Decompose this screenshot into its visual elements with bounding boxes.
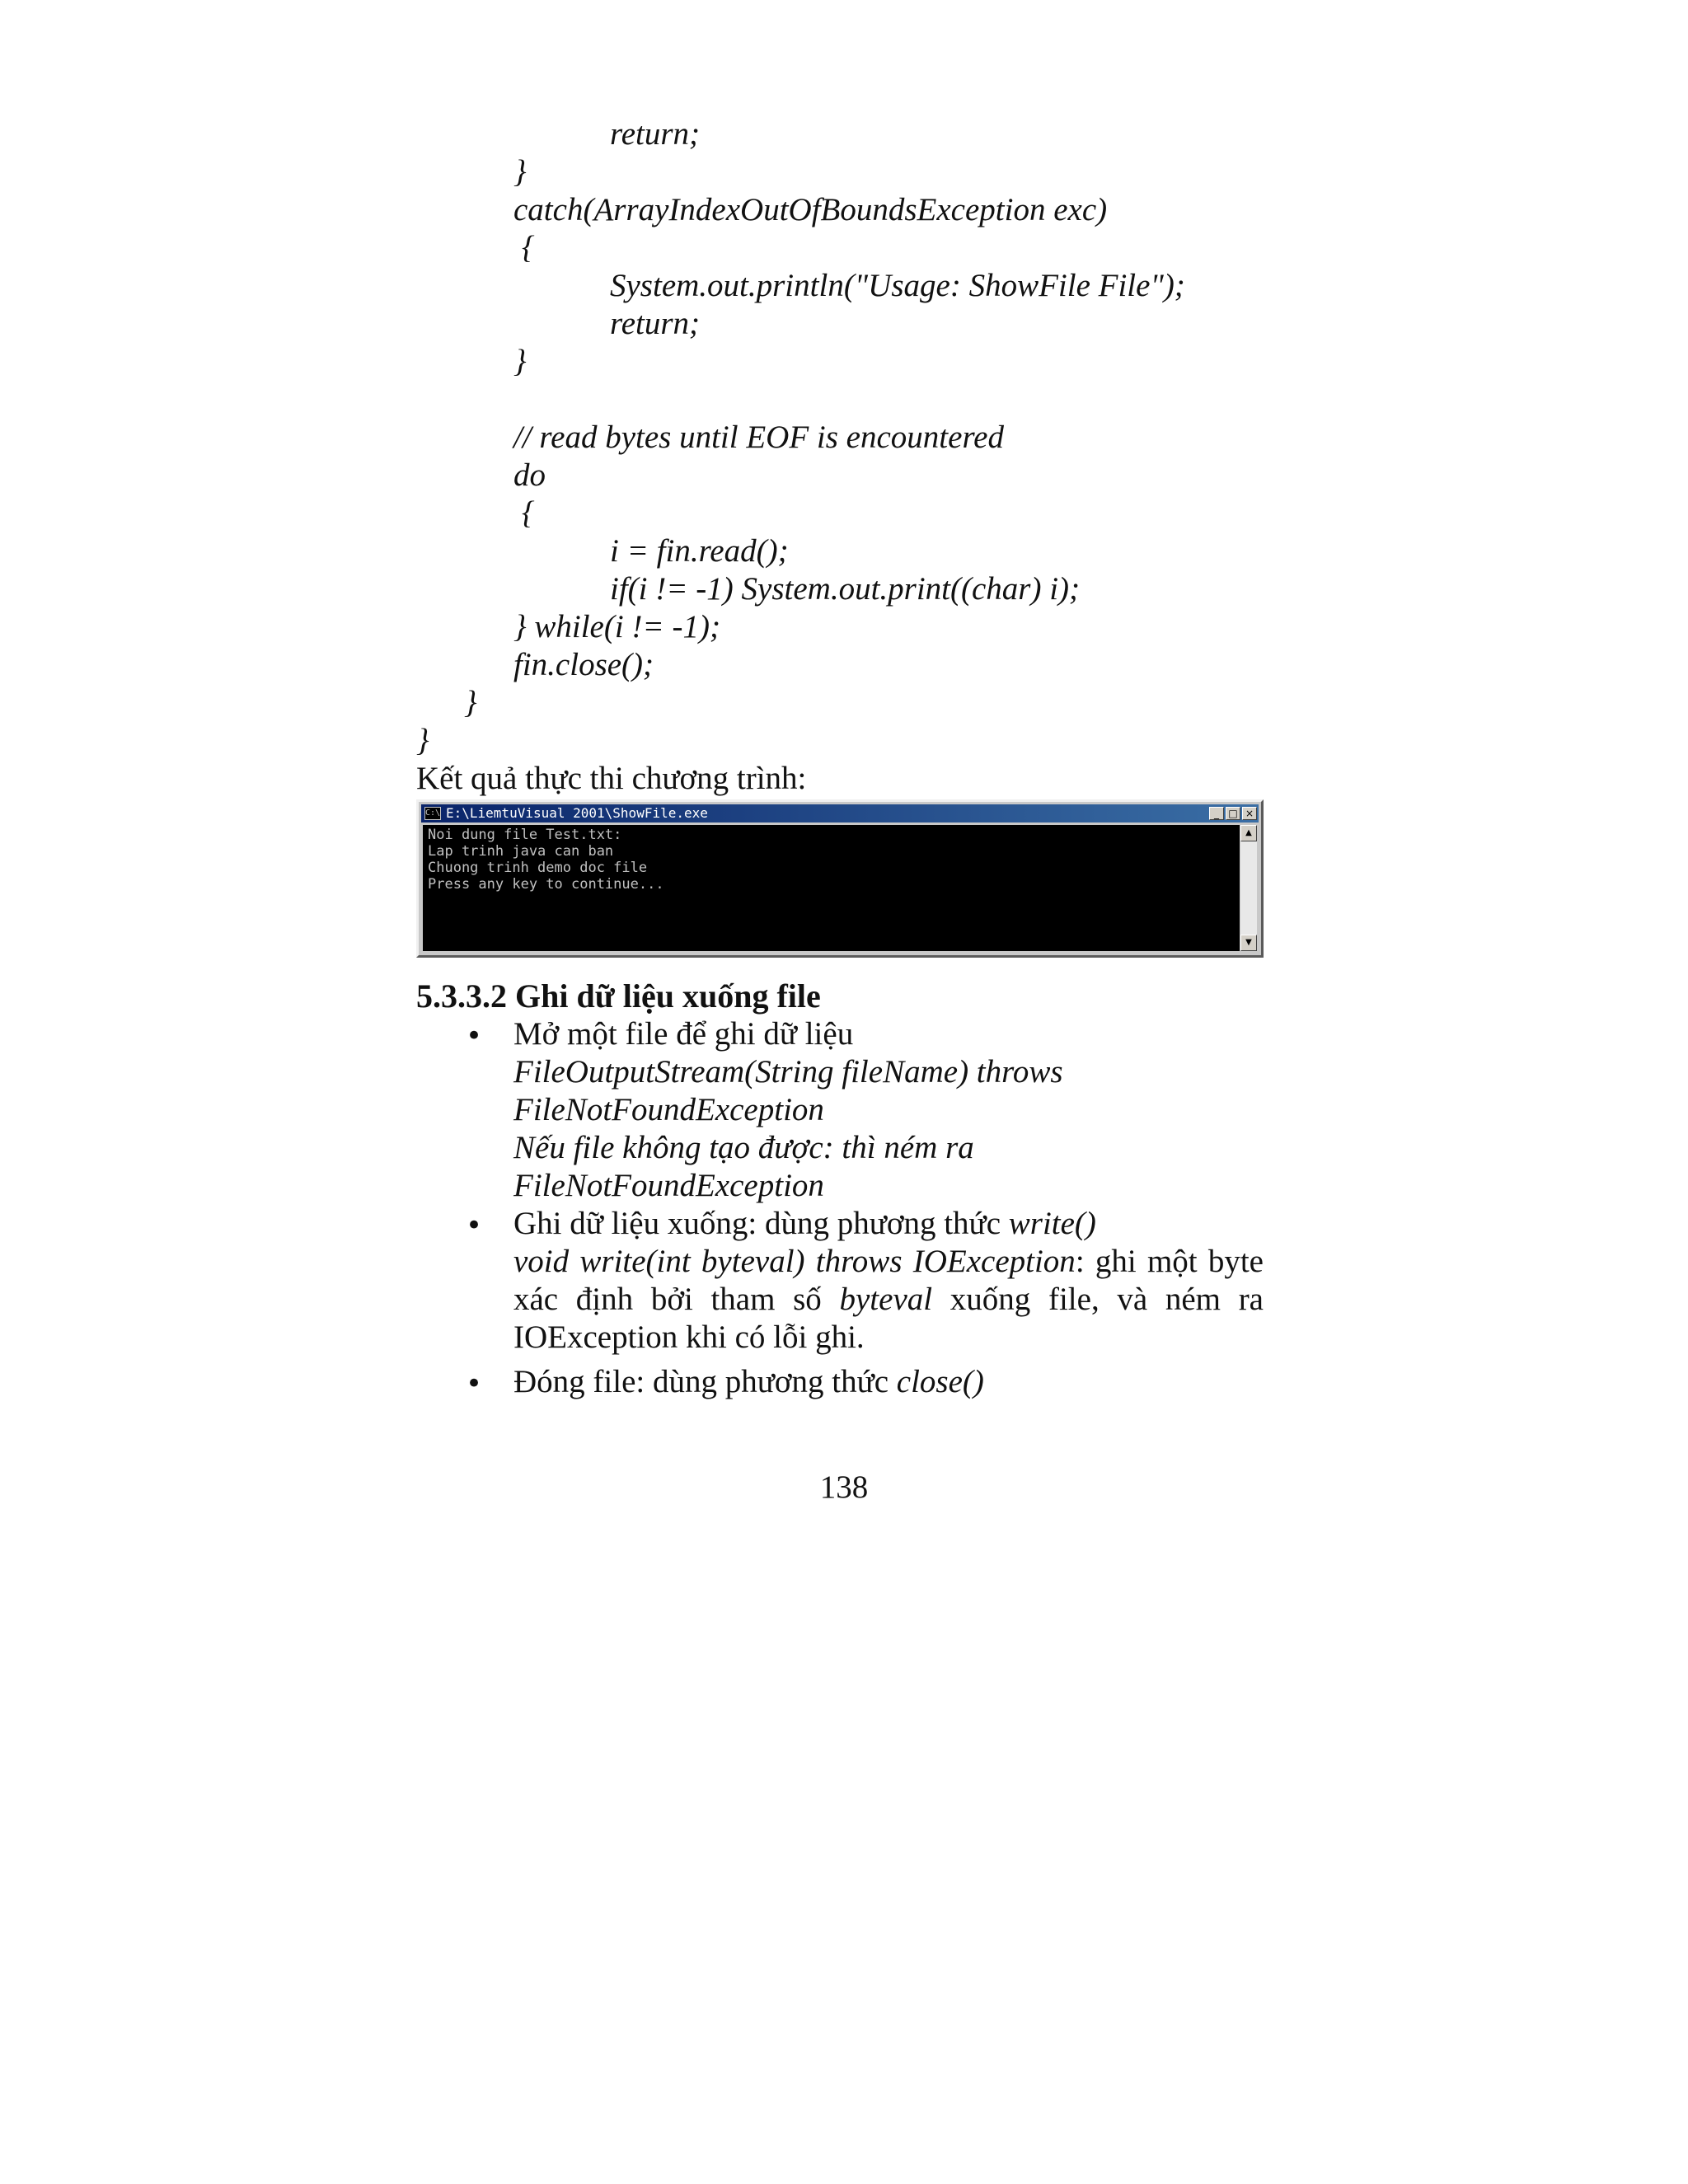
scroll-down-icon: ▼ <box>1240 935 1257 951</box>
code-line: return; <box>610 116 701 152</box>
code-line: } <box>513 344 527 379</box>
close-icon: × <box>1242 807 1257 820</box>
code-line: } <box>464 685 477 720</box>
bullet-icon: • <box>466 1019 483 1052</box>
console-window <box>416 799 1264 958</box>
bullet-detail: Nếu file không tạo được: thì ném ra <box>513 1130 974 1165</box>
console-output-line: Lap trinh java can ban <box>428 843 614 860</box>
bullet-text: Mở một file để ghi dữ liệu <box>513 1016 854 1052</box>
console-scrollbar <box>1240 825 1257 951</box>
section-heading: 5.3.3.2 Ghi dữ liệu xuống file <box>416 977 821 1015</box>
bullet-detail: FileOutputStream(String fileName) throws <box>513 1054 1063 1090</box>
code-line: if(i != -1) System.out.print((char) i); <box>610 571 1081 607</box>
code-line: do <box>513 457 546 493</box>
minimize-icon: _ <box>1209 807 1224 820</box>
description-text: : ghi một byte xác định bởi tham số <box>513 1244 1264 1317</box>
code-line: } <box>416 723 429 758</box>
console-titlebar <box>421 804 1259 823</box>
bullet-icon: • <box>466 1367 483 1400</box>
code-line: fin.close(); <box>513 647 654 682</box>
page-number: 138 <box>819 1469 869 1505</box>
console-output-line: Noi dung file Test.txt: <box>428 827 622 843</box>
console-output-line: Press any key to continue... <box>428 876 664 893</box>
code-line: { <box>522 495 535 531</box>
console-output-line: Chuong trinh demo doc file <box>428 860 648 876</box>
method-signature: void write(int byteval) throws IOException <box>513 1244 1076 1279</box>
bullet-description <box>513 1243 1264 1319</box>
bullet-text <box>513 1363 984 1401</box>
code-line: } while(i != -1); <box>513 609 720 644</box>
method-name: write() <box>1008 1206 1096 1241</box>
code-line: } <box>513 154 527 190</box>
bullet-detail: FileNotFoundException <box>513 1092 824 1127</box>
bullet-text-plain: Đóng file: dùng phương thức <box>513 1364 897 1399</box>
console-screen <box>423 825 1240 951</box>
maximize-icon: □ <box>1226 807 1240 820</box>
console-system-icon: C:\ <box>424 807 441 820</box>
code-line: System.out.println("Usage: ShowFile File"); <box>610 268 1185 303</box>
code-comment: // read bytes until EOF is encountered <box>513 419 1004 455</box>
description-text: IOException khi có lỗi ghi. <box>513 1319 865 1355</box>
code-line: catch(ArrayIndexOutOfBoundsException exc) <box>513 192 1108 227</box>
scroll-up-icon: ▲ <box>1240 825 1257 841</box>
code-line: { <box>522 230 535 265</box>
code-line: i = fin.read(); <box>610 533 789 569</box>
bullet-icon: • <box>466 1209 483 1242</box>
bullet-detail: FileNotFoundException <box>513 1168 824 1203</box>
result-label: Kết quả thực thi chương trình: <box>416 761 807 796</box>
method-name: close() <box>896 1364 984 1399</box>
bullet-text <box>513 1205 1096 1243</box>
console-title: E:\LiemtuVisual 2001\ShowFile.exe <box>446 805 708 821</box>
code-line: return; <box>610 306 701 341</box>
bullet-text-plain: Ghi dữ liệu xuống: dùng phương thức <box>513 1206 1009 1241</box>
param-name: byteval <box>839 1282 933 1317</box>
description-text: xuống file, và ném ra <box>932 1282 1264 1317</box>
